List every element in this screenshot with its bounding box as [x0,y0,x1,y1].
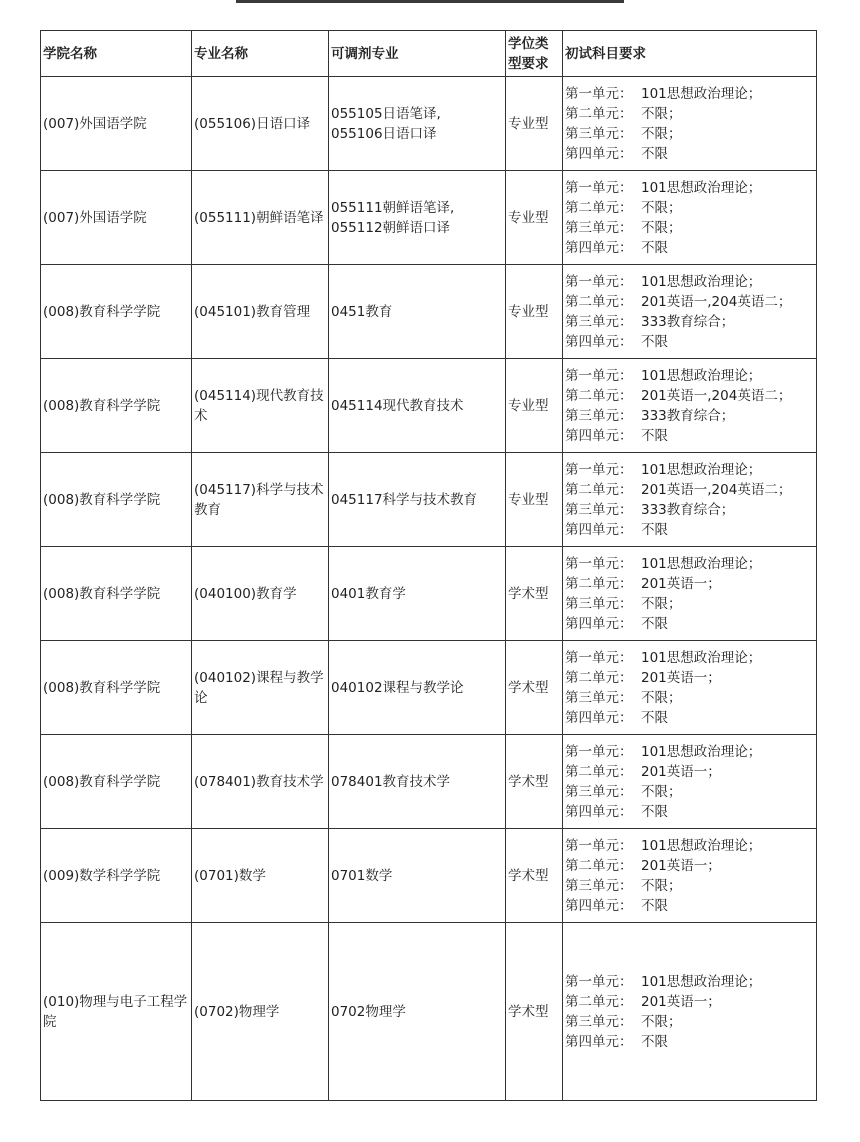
adjustable-major-line: 055106日语口译 [331,125,437,142]
subject-line [565,124,814,144]
degree-type-cell: 专业型 [506,359,563,453]
subject-line [565,460,814,480]
exam-subjects-cell [563,641,817,735]
unit-subject: 333教育综合； [641,407,735,424]
major-cell: (045101)教育管理 [192,265,329,359]
unit-subject: 不限 [641,239,668,256]
unit-subject: 不限 [641,521,668,538]
unit-label: 第四单元： [565,1033,633,1050]
college-cell: (007)外国语学院 [41,77,192,171]
unit-subject: 201英语一； [641,669,721,686]
college-cell: (008)教育科学学院 [41,265,192,359]
subject-line [565,876,814,896]
table-row [41,359,817,453]
unit-label: 第三单元： [565,501,633,518]
unit-subject: 不限； [641,219,682,236]
subject-line [565,708,814,728]
subject-line [565,480,814,500]
subject-line [565,238,814,258]
unit-label: 第三单元： [565,313,633,330]
unit-subject: 333教育综合； [641,313,735,330]
college-cell: (008)教育科学学院 [41,641,192,735]
subject-line [565,574,814,594]
subject-line [565,218,814,238]
subject-line [565,520,814,540]
adjustable-major-line: 0701数学 [331,867,393,884]
major-cell: (045117)科学与技术教育 [192,453,329,547]
unit-label: 第二单元： [565,575,633,592]
adjustable-major-line: 078401教育技术学 [331,773,451,790]
unit-label: 第三单元： [565,689,633,706]
unit-subject: 201英语一； [641,763,721,780]
degree-type-cell: 学术型 [506,547,563,641]
adjustable-major-cell [329,923,506,1101]
unit-subject: 不限； [641,783,682,800]
adjustable-major-cell [329,265,506,359]
unit-label: 第二单元： [565,857,633,874]
college-cell: (008)教育科学学院 [41,547,192,641]
header-major: 专业名称 [192,31,329,77]
adjustable-major-line: 040102课程与教学论 [331,679,464,696]
unit-label: 第四单元： [565,521,633,538]
subject-line [565,500,814,520]
adjustable-major-line: 055112朝鲜语口译 [331,219,451,236]
header-college: 学院名称 [41,31,192,77]
unit-subject: 不限 [641,333,668,350]
subject-line [565,198,814,218]
unit-subject: 不限 [641,615,668,632]
subject-line [565,782,814,802]
unit-label: 第一单元： [565,837,633,854]
subject-line [565,386,814,406]
unit-label: 第二单元： [565,105,633,122]
unit-subject: 不限； [641,199,682,216]
unit-label: 第四单元： [565,615,633,632]
exam-subjects-cell [563,829,817,923]
subject-line [565,292,814,312]
subject-line [565,762,814,782]
unit-subject: 201英语一,204英语二； [641,481,792,498]
table-row [41,547,817,641]
exam-subjects-cell [563,453,817,547]
unit-label: 第四单元： [565,145,633,162]
adjustable-major-line: 045117科学与技术教育 [331,491,478,508]
degree-type-cell: 学术型 [506,735,563,829]
unit-subject: 101思想政治理论； [641,743,762,760]
adjustable-major-cell [329,77,506,171]
degree-type-cell: 专业型 [506,171,563,265]
adjustable-major-line: 0451教育 [331,303,393,320]
exam-subjects-cell [563,265,817,359]
unit-label: 第二单元： [565,763,633,780]
adjustable-major-cell [329,735,506,829]
table-row [41,265,817,359]
unit-subject: 201英语一； [641,575,721,592]
unit-label: 第三单元： [565,877,633,894]
unit-label: 第四单元： [565,239,633,256]
unit-label: 第一单元： [565,367,633,384]
adjustable-major-cell [329,171,506,265]
unit-subject: 333教育综合； [641,501,735,518]
subject-line [565,366,814,386]
subject-line [565,972,814,992]
table-row [41,171,817,265]
unit-subject: 101思想政治理论； [641,649,762,666]
table-body [41,77,817,1101]
major-cell: (055111)朝鲜语笔译 [192,171,329,265]
unit-subject: 不限； [641,595,682,612]
unit-label: 第二单元： [565,387,633,404]
adjustable-major-cell [329,453,506,547]
top-divider-bar [236,0,624,3]
subject-line [565,992,814,1012]
adjustable-major-line: 045114现代教育技术 [331,397,464,414]
subject-line [565,856,814,876]
exam-subjects-cell [563,77,817,171]
unit-subject: 101思想政治理论； [641,973,762,990]
unit-subject: 101思想政治理论； [641,273,762,290]
college-cell: (007)外国语学院 [41,171,192,265]
degree-type-cell: 学术型 [506,641,563,735]
unit-label: 第一单元： [565,179,633,196]
unit-subject: 不限； [641,689,682,706]
adjustable-major-line: 0401教育学 [331,585,406,602]
unit-label: 第二单元： [565,199,633,216]
unit-subject: 不限 [641,897,668,914]
unit-label: 第一单元： [565,273,633,290]
subject-line [565,594,814,614]
unit-label: 第四单元： [565,333,633,350]
unit-subject: 不限 [641,1033,668,1050]
college-cell: (009)数学科学学院 [41,829,192,923]
exam-subjects-cell [563,923,817,1101]
unit-subject: 101思想政治理论； [641,179,762,196]
major-cell: (078401)教育技术学 [192,735,329,829]
degree-type-cell: 学术型 [506,829,563,923]
major-cell: (040100)教育学 [192,547,329,641]
unit-label: 第三单元： [565,595,633,612]
subject-line [565,554,814,574]
college-cell: (008)教育科学学院 [41,453,192,547]
unit-label: 第二单元： [565,993,633,1010]
major-cell: (040102)课程与教学论 [192,641,329,735]
subject-line [565,84,814,104]
subject-line [565,802,814,822]
unit-subject: 不限 [641,709,668,726]
unit-label: 第一单元： [565,555,633,572]
subject-line [565,272,814,292]
unit-subject: 101思想政治理论； [641,85,762,102]
unit-label: 第四单元： [565,897,633,914]
unit-subject: 不限 [641,803,668,820]
unit-label: 第二单元： [565,293,633,310]
unit-label: 第二单元： [565,481,633,498]
degree-type-cell: 专业型 [506,265,563,359]
subject-line [565,178,814,198]
unit-subject: 不限； [641,877,682,894]
unit-subject: 201英语一,204英语二； [641,387,792,404]
degree-type-cell: 学术型 [506,923,563,1101]
unit-subject: 不限 [641,145,668,162]
exam-subjects-cell [563,359,817,453]
adjustable-major-line: 0702物理学 [331,1003,406,1020]
subject-line [565,332,814,352]
major-cell: (055106)日语口译 [192,77,329,171]
unit-subject: 101思想政治理论； [641,367,762,384]
table-header-row [41,31,817,77]
table-row [41,829,817,923]
degree-type-cell: 专业型 [506,77,563,171]
subject-line [565,648,814,668]
unit-label: 第三单元： [565,1013,633,1030]
table-row [41,735,817,829]
unit-label: 第四单元： [565,427,633,444]
unit-subject: 不限； [641,125,682,142]
subject-line [565,144,814,164]
degree-type-cell: 专业型 [506,453,563,547]
college-cell: (010)物理与电子工程学院 [41,923,192,1101]
table-row [41,641,817,735]
unit-label: 第一单元： [565,649,633,666]
subject-line [565,836,814,856]
adjustable-major-cell [329,359,506,453]
subject-line [565,742,814,762]
unit-subject: 不限 [641,427,668,444]
unit-label: 第四单元： [565,803,633,820]
unit-label: 第三单元： [565,219,633,236]
exam-subjects-cell [563,735,817,829]
subject-line [565,104,814,124]
subject-line [565,614,814,634]
unit-subject: 101思想政治理论； [641,555,762,572]
unit-label: 第一单元： [565,461,633,478]
college-cell: (008)教育科学学院 [41,735,192,829]
college-cell: (008)教育科学学院 [41,359,192,453]
adjustable-major-cell [329,829,506,923]
header-degree-type: 学位类型要求 [506,31,563,77]
subject-line [565,688,814,708]
unit-subject: 201英语一,204英语二； [641,293,792,310]
subject-line [565,896,814,916]
major-cell: (045114)现代教育技术 [192,359,329,453]
major-cell: (0701)数学 [192,829,329,923]
major-cell: (0702)物理学 [192,923,329,1101]
unit-label: 第三单元： [565,407,633,424]
unit-subject: 201英语一； [641,993,721,1010]
adjustment-table [40,30,817,1101]
subject-line [565,426,814,446]
subject-line [565,312,814,332]
unit-subject: 201英语一； [641,857,721,874]
unit-label: 第一单元： [565,973,633,990]
unit-subject: 不限； [641,105,682,122]
unit-label: 第三单元： [565,783,633,800]
unit-subject: 不限； [641,1013,682,1030]
unit-label: 第四单元： [565,709,633,726]
unit-subject: 101思想政治理论； [641,461,762,478]
adjustable-major-cell [329,547,506,641]
unit-label: 第三单元： [565,125,633,142]
unit-label: 第二单元： [565,669,633,686]
adjustable-major-cell [329,641,506,735]
subject-line [565,406,814,426]
adjustable-major-line: 055111朝鲜语笔译, [331,199,455,216]
header-exam-subjects: 初试科目要求 [563,31,817,77]
subject-line [565,1012,814,1032]
exam-subjects-cell [563,547,817,641]
exam-subjects-cell [563,171,817,265]
subject-line [565,668,814,688]
adjustable-major-line: 055105日语笔译, [331,105,441,122]
unit-label: 第一单元： [565,85,633,102]
unit-subject: 101思想政治理论； [641,837,762,854]
table-row [41,923,817,1101]
table-row [41,77,817,171]
header-adjustable-major: 可调剂专业 [329,31,506,77]
subject-line [565,1032,814,1052]
table-row [41,453,817,547]
unit-label: 第一单元： [565,743,633,760]
